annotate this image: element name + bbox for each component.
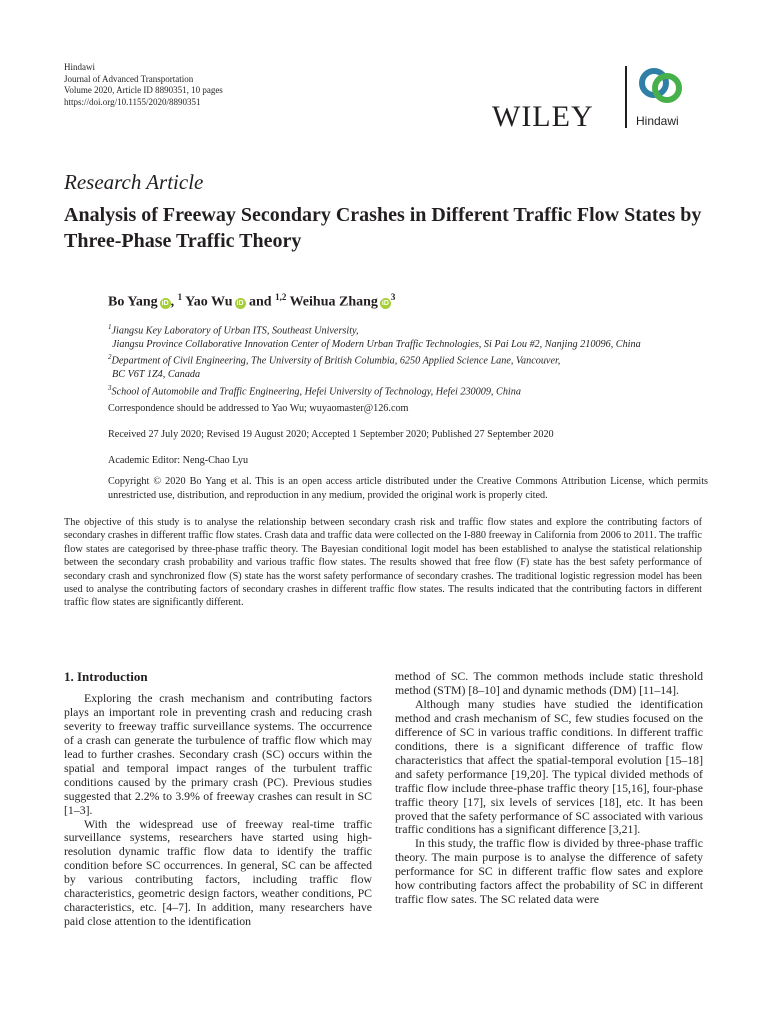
doi-link[interactable]: https://doi.org/10.1155/2020/8890351	[64, 96, 201, 107]
section-heading: 1. Introduction	[64, 669, 148, 684]
author-affiliation-sup: 3	[390, 292, 396, 302]
paragraph: method of SC. The common methods include static threshold method (STM) [8–10] and dynamic methods (DM) [11–14].	[395, 669, 703, 697]
journal-name: Journal of Advanced Transportation	[64, 73, 194, 84]
left-column	[64, 670, 372, 929]
affiliations	[108, 321, 708, 399]
article-type: Research Article	[64, 170, 204, 194]
orcid-icon[interactable]: iD	[381, 299, 389, 307]
affiliation-3: $^3$School of Automobile and Traffic Engineering, Hefei University of Technology, Hefei 230009, China	[108, 383, 521, 398]
orcid-icon[interactable]: iD	[236, 299, 244, 307]
copyright-notice: Copyright © 2020 Bo Yang et al. This is an open access article distributed under the Creative Commons Attribution License, which permits unrestricted use, distribution, and reproduction in any medium, provided the original work is properly cited.	[108, 476, 708, 501]
author-list: Bo Yang iD , $^1$ Yao Wu iD and $^{1,2}$ Weihua Zhang $iD^3$	[108, 292, 396, 310]
hindawi-logo-icon	[639, 64, 683, 115]
affiliation-2-cont: BC V6T 1Z4, Canada	[112, 369, 201, 381]
publisher-name: Hindawi	[64, 62, 95, 72]
wiley-logo: WILEY	[492, 100, 594, 133]
orcid-icon[interactable]: iD	[161, 299, 169, 307]
author-name: Yao Wu	[185, 294, 233, 310]
author-name: Weihua Zhang	[289, 294, 378, 310]
paragraph: Although many studies have studied the identification method and crash mechanism of SC, few studies focused on the difference of SC in various traffic conditions. In different traffic conditions, there is a significant difference of traffic flow characteristics that affect the spatial-temporal evolution [15–18] and safety performance [19,20]. The typical divided methods of traffic flow include three-phase traffic theory [15,16], four-phase traffic theory [17], six levels of services [18], etc. It has been proved that the safety performance of SC associated with various traffic conditions has a significant difference [3,21].	[395, 696, 703, 837]
affiliation-2: $^2$Department of Civil Engineering, The University of British Columbia, 6250 Applied Science Lane, Vancouver,	[108, 353, 561, 367]
author-affiliation-sup: 1	[177, 292, 183, 302]
abstract: The objective of this study is to analyse the relationship between secondary crash risk and traffic flow states and explore the contributing factors of secondary crashes in different traffic flow states. Crash data and traffic data were collected on the I-880 freeway in California from 2006 to 2011. The traffic flow states are categorised by three-phase traffic theory. The Bayesian conditional logit model has been established to analyse the statistical relationship between the secondary crash probability and various traffic flow states. The results showed that free flow (F) state has the best safety performance of secondary crash and synchronized flow (S) state has the worst safety performance of secondary crashes. The traditional logistic regression model has been used to analyse the contributing factors of secondary crashes in different traffic flow states. The results indicated that the contributing factors in different traffic flow states are significantly different.	[64, 517, 702, 609]
paper-title: Analysis of Freeway Secondary Crashes in Different Traffic Flow States by Three-Phase Traffic Theory	[64, 204, 702, 252]
right-column	[395, 670, 703, 907]
logo-divider	[625, 66, 627, 128]
affiliation-1-cont: Jiangsu Province Collaborative Innovation Center of Modern Urban Traffic Technologies, Si Pai Lou #2, Nanjing 210096, China	[112, 338, 641, 350]
author-affiliation-sup: 1,2	[275, 292, 287, 302]
affiliation-1: $^1$Jiangsu Key Laboratory of Urban ITS, Southeast University,	[108, 323, 359, 337]
journal-header	[64, 62, 223, 108]
volume-info: Volume 2020, Article ID 8890351, 10 pages	[64, 85, 223, 95]
hindawi-logo-text: Hindawi	[636, 114, 679, 128]
correspondence: Correspondence should be addressed to Yao Wu; wuyaomaster@126.com	[108, 403, 409, 414]
academic-editor: Academic Editor: Neng-Chao Lyu	[108, 455, 249, 466]
publication-dates: Received 27 July 2020; Revised 19 August 2020; Accepted 1 September 2020; Published 27 September 2020	[108, 429, 554, 440]
paragraph: In this study, the traffic flow is divided by three-phase traffic theory. The main purpose is to analyse the difference of safety performance for SC in different traffic flow sates and explore how contributing factors affect the probability of SC in different traffic flow sates. The SC related data were	[395, 836, 703, 907]
paragraph: Exploring the crash mechanism and contributing factors plays an important role in preventing crash and reducing crash severity to freeway traffic surveillance systems. The occurrence of a crash can generate the turbulence of traffic flow which may lead to further crashes. Secondary crash (SC) occurs within the spatial and temporal impact ranges of the turbulent traffic conditions caused by the primary crash (PC). Previous studies suggested that 2.2% to 3.9% of freeway crashes can result in SC [1–3].	[64, 690, 372, 817]
paragraph: With the widespread use of freeway real-time traffic surveillance systems, researchers have started using high-resolution dynamic traffic flow data to identify the traffic condition before SC occurrences. In general, SC can be affected by various contributing factors, including traffic flow characteristics, geometric design factors, weather conditions, PC characteristics, etc. [4–7]. In addition, many researchers have paid close attention to the identification	[64, 816, 372, 929]
author-name: Bo Yang	[108, 294, 158, 310]
